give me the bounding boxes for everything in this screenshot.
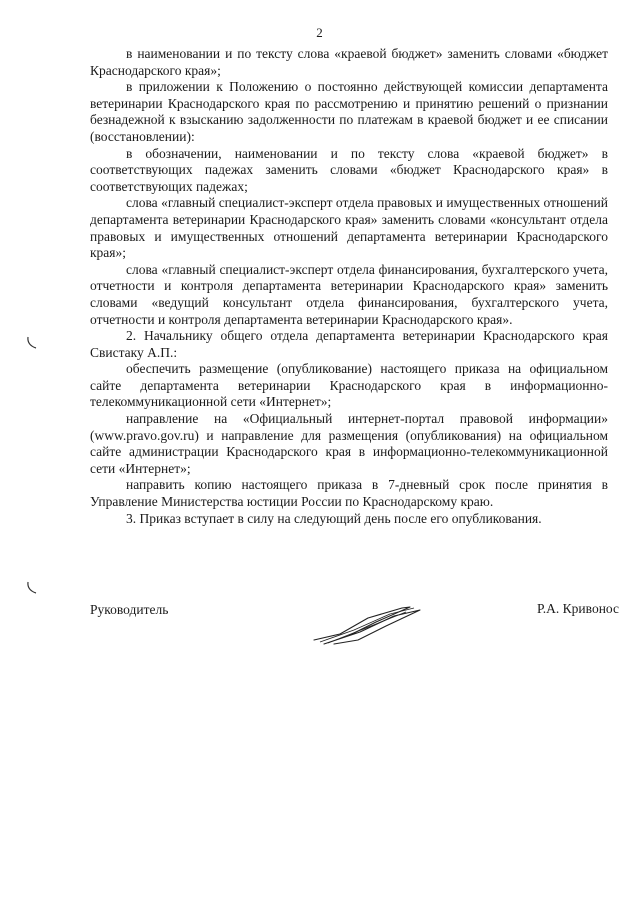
paragraph: направить копию настоящего приказа в 7-дневный срок после принятия в Управление Министерства юстиции России по Краснодарскому краю.	[90, 477, 608, 510]
page-number: 2	[316, 25, 323, 40]
paragraph: направление на «Официальный интернет-портал правовой информации» (www.pravo.gov.ru) и направление для размещения (опубликования) на официальном сайте администрации Краснодарского края в информационно-телекоммуникационной сети «Интернет»;	[90, 411, 608, 476]
signatory-title: Руководитель	[90, 602, 169, 617]
paragraph: 3. Приказ вступает в силу на следующий день после его опубликования.	[126, 510, 542, 526]
signatory-name: Р.А. Кривонос	[536, 601, 619, 616]
margin-bracket-mark	[26, 336, 38, 350]
paragraph: слова «главный специалист-эксперт отдела финансирования, бухгалтерского учета, отчетности и контроля департамента ветеринарии Краснодарского края» заменить словами «ведущий консультант отдела финансирования, бухгалтерского учета, отчетности и контроля департамента ветеринарии Краснодарского края».	[90, 261, 608, 327]
paragraph: в приложении к Положению о постоянно действующей комиссии департамента ветеринарии Краснодарского края по рассмотрению и принятию решений о признании безнадежной к взысканию задолженности по платежам в краевой бюджет и ее списании (восстановлении):	[90, 79, 608, 144]
paragraph: 2. Начальнику общего отдела департамента ветеринарии Краснодарского края Свистаку А.П.:	[90, 328, 608, 360]
paragraph: слова «главный специалист-эксперт отдела правовых и имущественных отношений департамента ветеринарии Краснодарского края» заменить словами «консультант отдела правовых и имущественных отношений департамента ветеринарии Краснодарского края»;	[90, 195, 608, 261]
paragraph: обеспечить размещение (опубликование) настоящего приказа на официальном сайте департамента ветеринарии Краснодарского края в информационно-телекоммуникационной сети «Интернет»;	[90, 361, 608, 410]
handwritten-signature	[310, 604, 430, 646]
document-body	[90, 46, 608, 527]
margin-bracket-mark	[26, 581, 38, 595]
paragraph: в обозначении, наименовании и по тексту слова «краевой бюджет» в соответствующих падежах заменить словами «бюджет Краснодарского края» в соответствующих падежах;	[90, 145, 608, 194]
paragraph: в наименовании и по тексту слова «краевой бюджет» заменить словами «бюджет Краснодарского края»;	[90, 46, 608, 78]
